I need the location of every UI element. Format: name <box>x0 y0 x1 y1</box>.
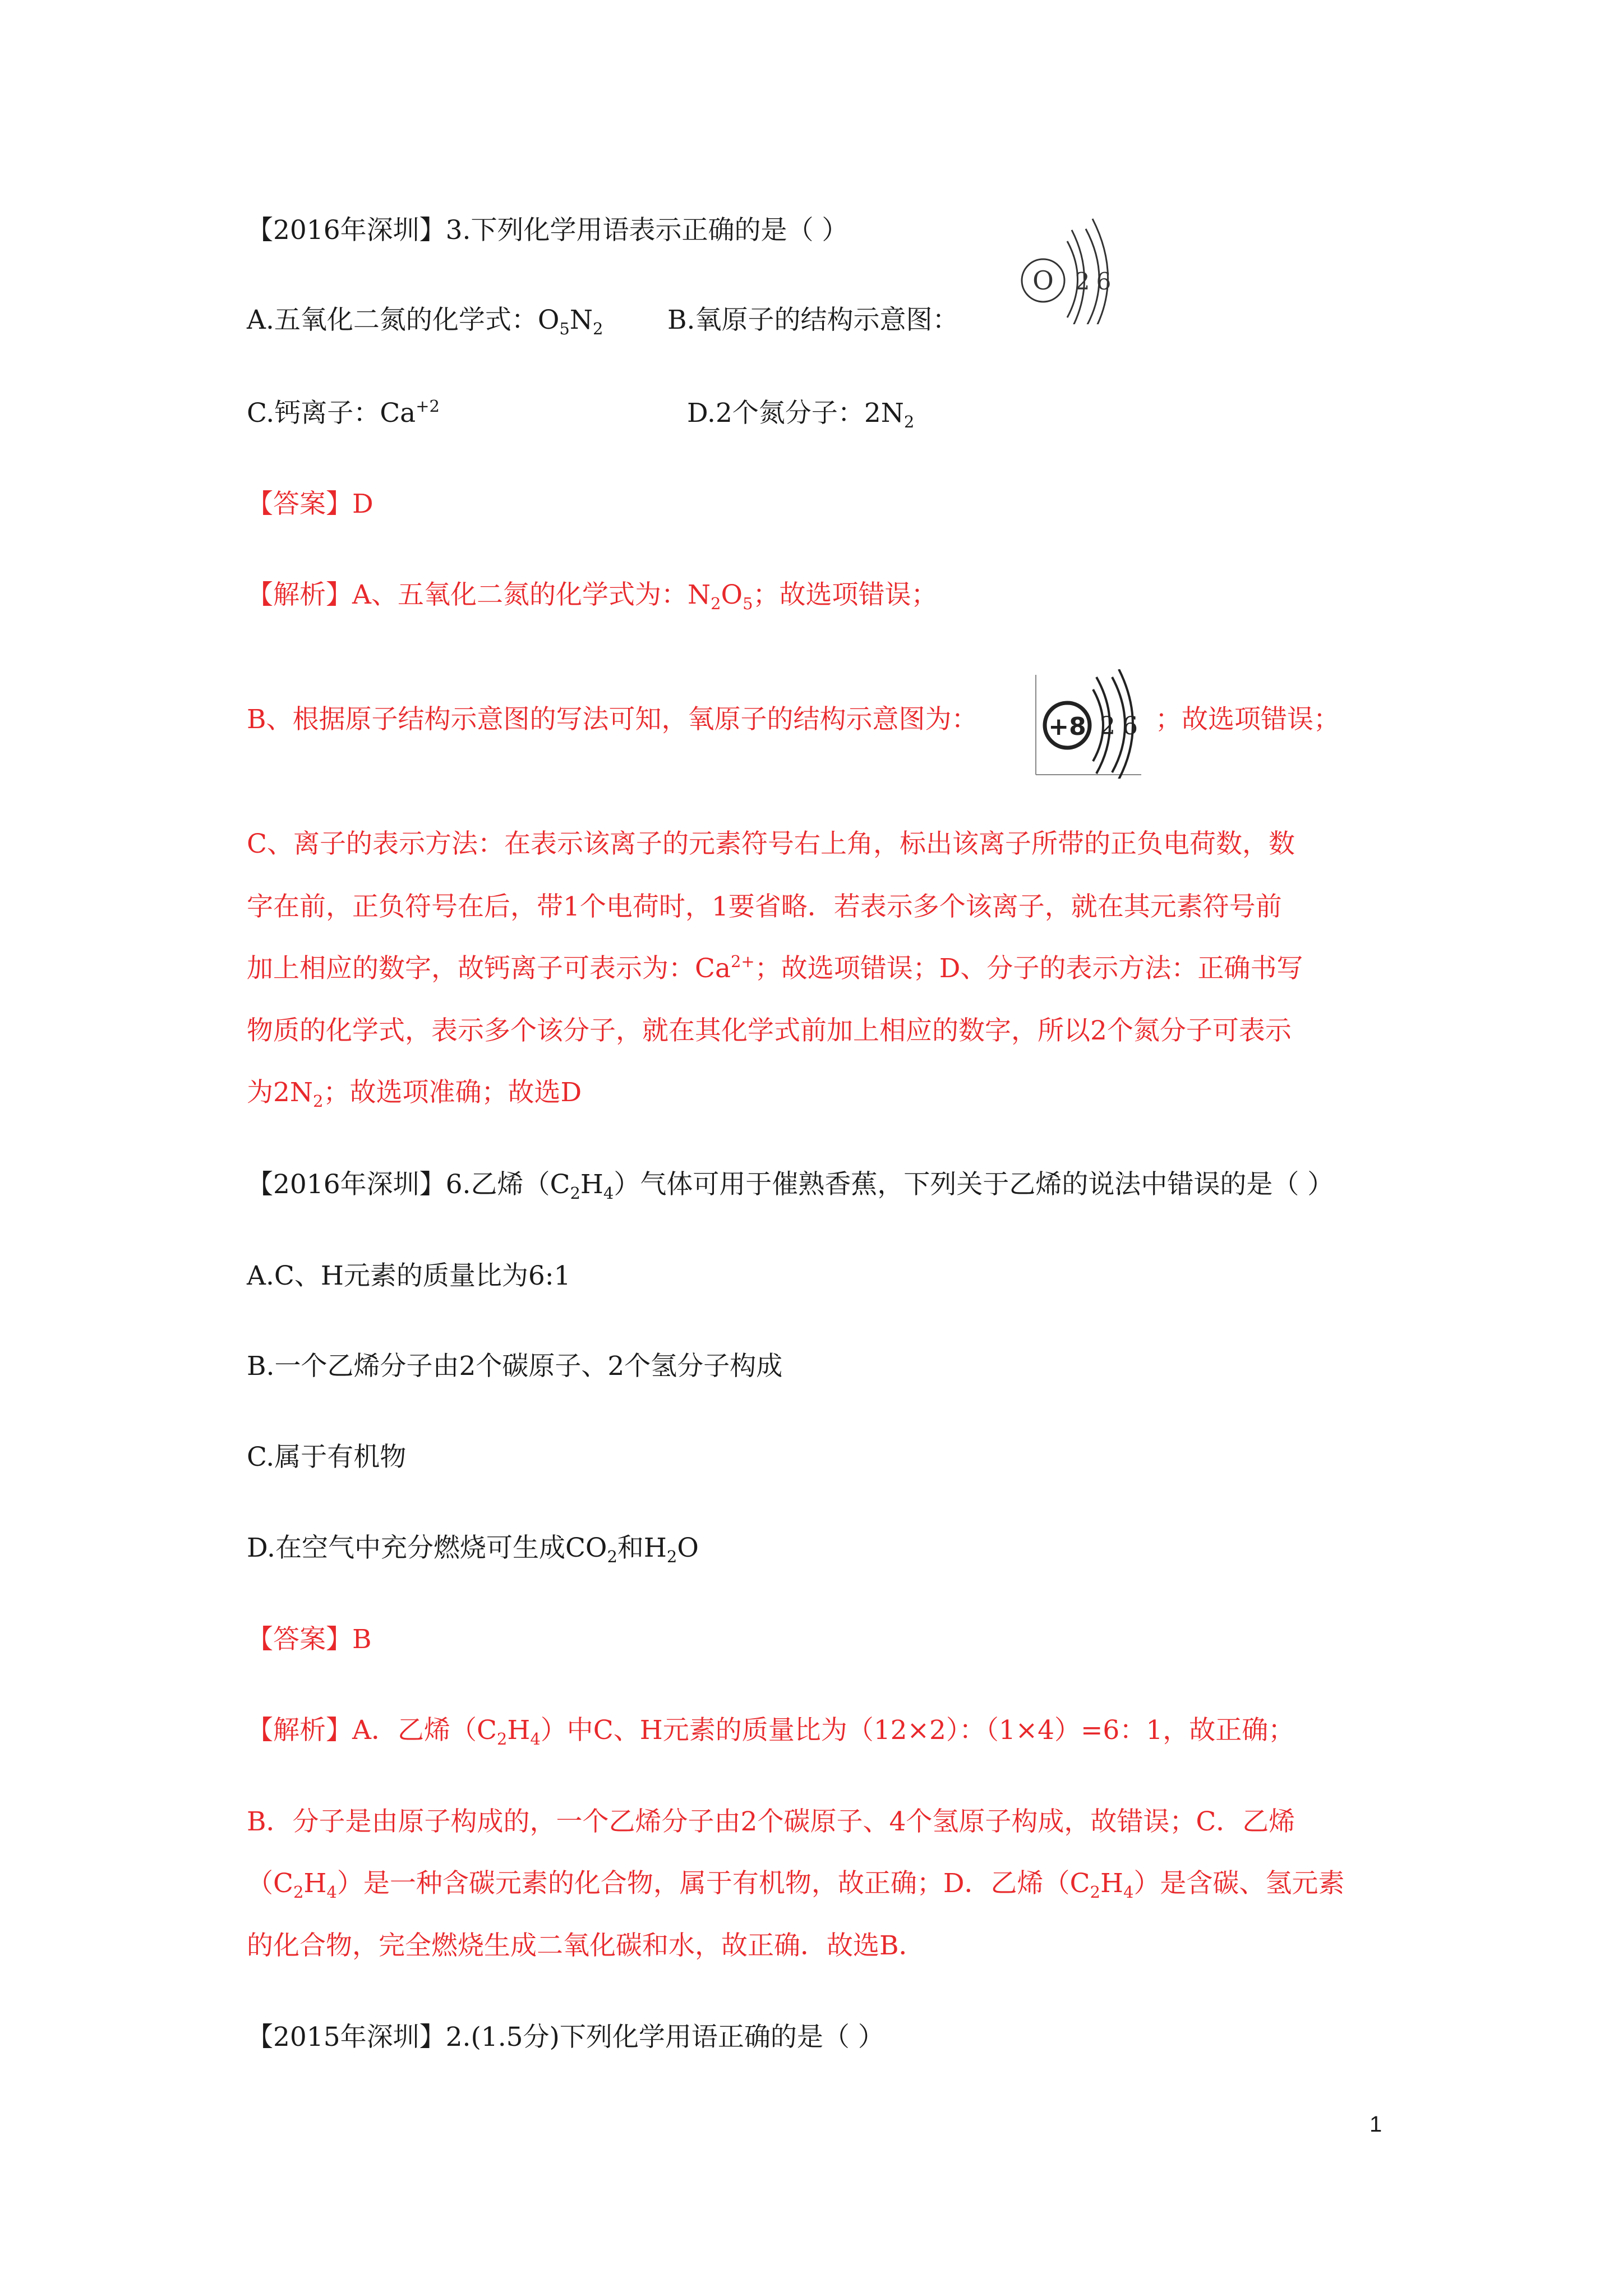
page-number: 1 <box>1370 2112 1382 2137</box>
q2-analysis-line-4: 的化合物，完全燃烧生成二氧化碳和水，故正确．故选B． <box>247 1930 925 1961</box>
q1-analysis-line-2-end: ；故选项错误； <box>1155 704 1340 735</box>
q1-analysis-line-5: 加上相应的数字，故钙离子可表示为：$Ca^{2+}$；故选项错误；D、分子的表示方法：正确书写 <box>247 952 1303 984</box>
q1-analysis-line-7: 为$2N_2$；故选项准确；故选D <box>247 1077 582 1111</box>
atom-shell1-electrons: 2 <box>1075 268 1090 295</box>
oxygen-atom-diagram-answer <box>1035 669 1147 779</box>
q2-option-d: D.在空气中充分燃烧可生成$CO_2$和$H_2O$ <box>247 1533 699 1566</box>
atom-nucleus-label-answer: +8 <box>1048 712 1086 741</box>
q2-answer: 【答案】B <box>247 1624 372 1655</box>
q1-analysis-line-1: 【解析】A、五氧化二氮的化学式为：$N_2O_5$；故选项错误； <box>247 579 938 613</box>
q1-option-b: B.氧原子的结构示意图： <box>667 305 959 335</box>
q2-option-a: A.C、H元素的质量比为6:1 <box>247 1260 571 1291</box>
atom-shell2-electrons: 6 <box>1096 268 1112 295</box>
q1-answer: 【答案】D <box>247 489 374 519</box>
q1-source-tag: 【2016年深圳】 <box>247 215 446 246</box>
q2-source-tag: 【2016年深圳】 <box>247 1169 446 1200</box>
q2-analysis-line-1: 【解析】A．乙烯$(C_2H_4)$中C、H元素的质量比为（12×2）：（1×4）=6：1，故正确； <box>247 1715 1295 1749</box>
q1-analysis-line-4: 字在前，正负符号在后，带1个电荷时，1要省略．若表示多个该离子，就在其元素符号前 <box>247 891 1282 922</box>
atom-nucleus-label: O <box>1032 265 1054 296</box>
q2-option-b: B.一个乙烯分子由2个碳原子、2个氢分子构成 <box>247 1351 783 1382</box>
q3-stem <box>247 2021 884 2054</box>
q1-analysis-line-6: 物质的化学式，表示多个该分子，就在其化学式前加上相应的数字，所以2个氮分子可表示 <box>247 1015 1292 1046</box>
q3-question-text: 2.(1.5分)下列化学用语正确的是（ ） <box>445 2022 884 2053</box>
q1-option-a: A.五氧化二氮的化学式：$O_5N_2$ <box>247 305 603 338</box>
q3-source-tag: 【2015年深圳】 <box>247 2022 446 2053</box>
q1-option-c: C.钙离子：$Ca^{+2}$ <box>247 397 440 429</box>
q2-stem: 【2016年深圳】6.乙烯$(C_2H_4)$气体可用于催熟香蕉，下列关于乙烯的说法中错误的是（ ） <box>247 1169 1334 1203</box>
q2-analysis-line-2: B．分子是由原子构成的，一个乙烯分子由2个碳原子、4个氢原子构成，故错误；C．乙烯 <box>247 1806 1295 1837</box>
q1-question-text: 3.下列化学用语表示正确的是（ ） <box>445 215 849 246</box>
q1-analysis-line-2: B、根据原子结构示意图的写法可知，氧原子的结构示意图为： <box>247 704 978 735</box>
q1-option-d: D.2个氮分子：$2N_2$ <box>687 398 915 431</box>
q2-option-c: C.属于有机物 <box>247 1442 407 1473</box>
atom-shell1-electrons-answer: 2 <box>1100 712 1115 740</box>
q1-stem <box>247 214 848 247</box>
q1-analysis-line-3: C、离子的表示方法：在表示该离子的元素符号右上角，标出该离子所带的正负电荷数，数 <box>247 829 1295 859</box>
oxygen-atom-diagram <box>1014 218 1126 324</box>
atom-shell2-electrons-answer: 6 <box>1122 712 1138 740</box>
q2-analysis-line-3: $(C_2H_4)$是一种含碳元素的化合物，属于有机物，故正确；D．乙烯$(C_2H_4)$是含碳、氢元素 <box>247 1868 1345 1902</box>
